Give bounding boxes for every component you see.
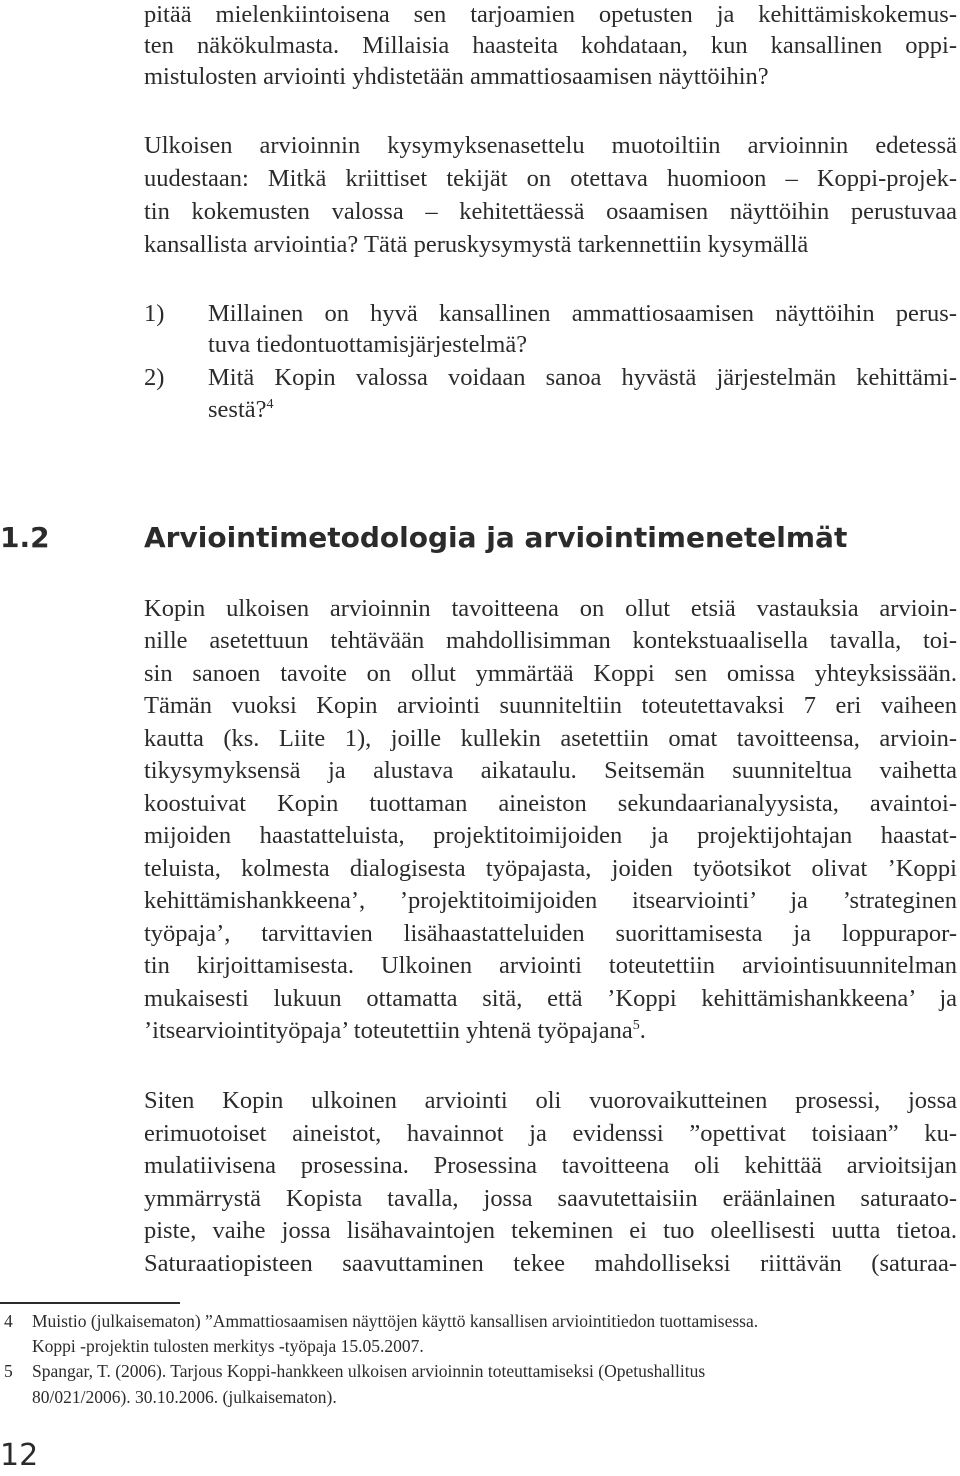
footnote-ref: 5 [632,1018,640,1033]
footnote-number: 5 [4,1361,13,1381]
text-line: Tämän vuoksi Kopin arviointi suunniteltiin toteutettavaksi 7 eri vaiheen [144,692,957,719]
text-line: uudestaan: Mitkä kriittiset tekijät on otettava huomioon – Koppi-projek- [144,165,957,192]
text-line: pitää mielenkiintoisena sen tarjoamien opetusten ja kehittämiskokemus- [144,1,957,28]
text-line: tin kirjoittamisesta. Ulkoinen arviointi toteutettiin arviointisuunnitelman [144,952,957,979]
footnote-ref: 4 [266,397,274,412]
footnote-line: Spangar, T. (2006). Tarjous Koppi-hankkeen ulkoisen arvioinnin toteuttamiseksi (Opetushallitus [32,1361,706,1381]
footnote-line: 80/021/2006). 30.10.2006. (julkaisematon). [32,1387,337,1407]
text-line: Mitä Kopin valossa voidaan sanoa hyvästä järjestelmän kehittämi- [208,364,957,391]
section-title: Arviointimetodologia ja arviointimenetelmät [144,521,848,554]
text-line-with-note [208,395,957,425]
text-line: Saturaatiopisteen saavuttaminen tekee mahdolliseksi riittävän (saturaa- [144,1250,957,1277]
text-line: kehittämishankkeena’, ’projektitoimijoiden itsearviointi’ ja ’strateginen [144,887,957,914]
text-line: mistulosten arviointi yhdistetään ammattiosaamisen näyttöihin? [144,63,769,90]
text-line: Kopin ulkoisen arvioinnin tavoitteena on ollut etsiä vastauksia arvioin- [144,595,957,622]
text-line: piste, vaihe jossa lisähavaintojen tekeminen ei tuo oleellisesti uutta tietoa. [144,1217,957,1244]
text-line: mulatiivisena prosessina. Prosessina tavoitteena oli kehittää arvioitsijan [144,1152,957,1179]
text-line: tikysymyksensä ja alustava aikataulu. Seitsemän suunniteltua vaihetta [144,757,957,784]
text-line-with-note [144,1016,957,1046]
footnote-line: Koppi -projektin tulosten merkitys -työpaja 15.05.2007. [32,1336,424,1356]
text-line: kansallista arviointia? Tätä peruskysymystä tarkennettiin kysymällä [144,231,809,258]
text-line: sin sanoen tavoite on ollut ymmärtää Koppi sen omissa yhteyksissään. [144,660,957,687]
text-line: tuva tiedontuottamisjärjestelmä? [208,331,528,358]
text-line: erimuotoiset aineistot, havainnot ja evidenssi ”opettivat toisiaan” ku- [144,1120,957,1147]
text-line: kautta (ks. Liite 1), joille kullekin asetettiin omat tavoitteensa, arvioin- [144,725,957,752]
page-number: 12 [0,1438,39,1473]
text-line: Millainen on hyvä kansallinen ammattiosaamisen näyttöihin perus- [208,300,957,327]
footnote-number: 4 [4,1311,13,1331]
text-line: mijoiden haastatteluista, projektitoimijoiden ja projektijohtajan haastat- [144,822,957,849]
list-number: 2) [144,364,165,391]
footnote-divider [0,1302,180,1304]
text-line: työpaja’, tarvittavien lisähaastatteluiden suorittamisesta ja loppurapor- [144,920,957,947]
text-line: tin kokemusten valossa – kehitettäessä osaamisen näyttöihin perustuvaa [144,198,957,225]
text-line: teluista, kolmesta dialogisesta työpajasta, joiden työotsikot olivat ’Koppi [144,855,957,882]
text-line: ten näkökulmasta. Millaisia haasteita kohdataan, kun kansallinen oppi- [144,32,957,59]
text-line: mukaisesti lukuun ottamatta sitä, että ’Koppi kehittämishankkeena’ ja [144,985,957,1012]
sentence-end: . [639,1017,646,1044]
footnote-line: Muistio (julkaisematon) ”Ammattiosaamisen näyttöjen käyttö kansallisen arviointitiedon tuottamisessa. [32,1311,759,1331]
text-line: nille asetettuun tehtävään mahdollisimman kontekstuaalisella tavalla, toi- [144,627,957,654]
text-line: Siten Kopin ulkoinen arviointi oli vuorovaikutteinen prosessi, jossa [144,1087,957,1114]
text-line: ’itsearviointityöpaja’ toteutettiin yhtenä työpajana [144,1017,633,1044]
list-number: 1) [144,300,165,327]
text-line: Ulkoisen arvioinnin kysymyksenasettelu muotoiltiin arvioinnin edetessä [144,132,957,159]
text-line: sestä? [208,396,267,423]
text-line: ymmärrystä Kopista tavalla, jossa saavutettaisiin eräänlainen saturaato- [144,1185,957,1212]
section-number: 1.2 [0,521,50,554]
text-line: koostuivat Kopin tuottaman aineiston sekundaarianalyysista, avaintoi- [144,790,957,817]
